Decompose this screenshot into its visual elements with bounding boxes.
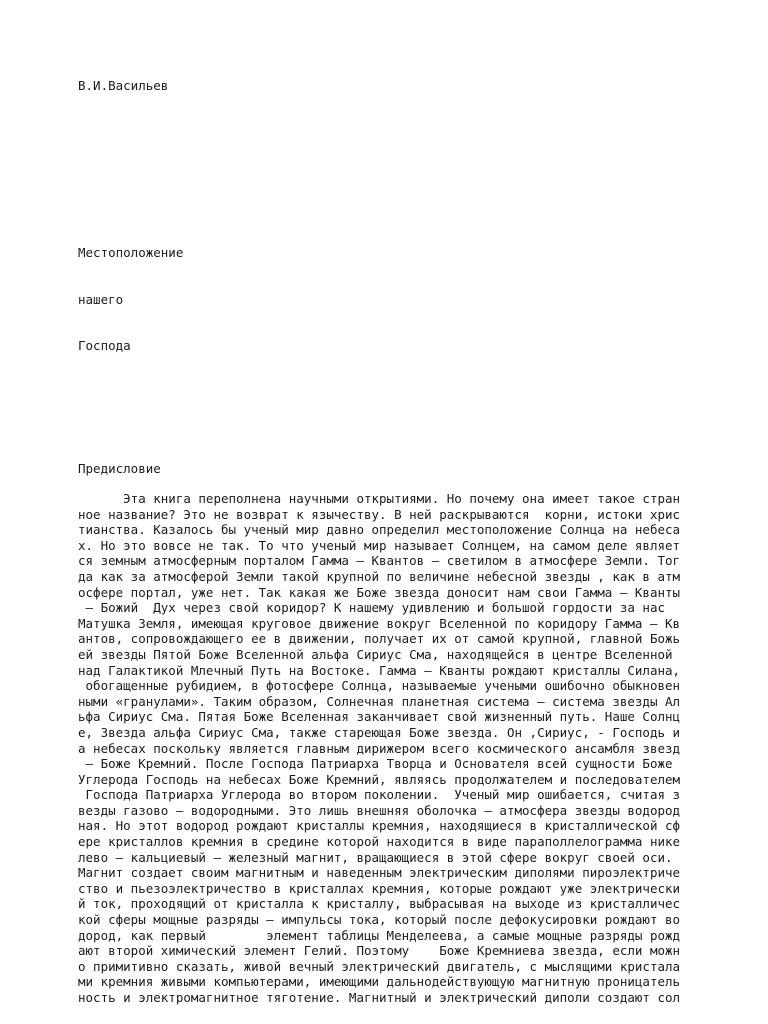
body-line: тианства. Казалось бы ученый мир давно определил местоположение Солнца на небеса — [78, 522, 681, 538]
body-line: ьфа Сириус Сма. Пятая Боже Вселенная заканчивает свой жизненный путь. Наше Солнц — [78, 709, 681, 725]
body-line: – Божий Дух через свой коридор? К нашему удивлению и большой гордости за нас — [78, 600, 665, 616]
body-line: да как за атмосферой Земли такой крупной по величине небесной звезды , как в атм — [78, 568, 681, 584]
body-line: ми кремния живыми компьютерами, имеющими дальнодействующую магнитную проницатель — [78, 974, 681, 990]
body-line: антов, сопровождающего ее в движении, получает их от самой крупной, главной Божь — [78, 631, 681, 647]
body-line: везды газово – водородными. Это лишь внешняя оболочка – атмосфера звезды водород — [78, 802, 681, 818]
body-line: й ток, проходящий от кристалла к кристаллу, выбрасывая на выходе из кристалличес — [78, 896, 681, 912]
body-line: обогащенные рубидием, в фотосфере Солнца, называемые учеными ошибочно обыкновен — [78, 678, 681, 694]
section-heading: Предисловие — [78, 461, 161, 476]
body-line: Матушка Земля, имеющая круговое движение вокруг Вселенной по коридору Гамма – Кв — [78, 615, 681, 631]
body-line: а небесах поскольку является главным дирижером всего космического ансамбля звезд — [78, 740, 681, 756]
body-line: ность и электромагнитное тяготение. Магнитный и электрический диполи создают сол — [78, 990, 681, 1005]
body-line: ными «гранулами». Таким образом, Солнечная планетная система – система звезды Ал — [78, 693, 681, 709]
author-name: В.И.Васильев — [78, 78, 169, 93]
body-paragraph — [78, 491, 698, 1006]
body-line: ся земным атмосферным порталом Гамма – Квантов – светилом в атмосфере Земли. Тог — [78, 553, 681, 569]
title-line-3: Господа — [78, 338, 131, 353]
body-line: х. Но это вовсе не так. То что ученый мир называет Солнцем, на самом деле являет — [78, 537, 681, 553]
body-line: – Боже Кремний. После Господа Патриарха Творца и Основателя всей сущности Боже — [78, 756, 673, 772]
body-line: е, Звезда альфа Сириус Сма, также стареющая Боже звезда. Он ,Сириус, - Господь и — [78, 724, 681, 740]
title-line-2: нашего — [78, 292, 124, 307]
body-line: ная. Но этот водород рождают кристаллы кремния, находящиеся в кристаллической сф — [78, 818, 681, 834]
body-line: ство и пьезоэлектричество в кристаллах кремния, которые рождают уже электрически — [78, 880, 681, 896]
body-line: Углерода Господь на небесах Боже Кремний, являясь продолжателем и последователем — [78, 771, 681, 787]
body-line: ей звезды Пятой Боже Вселенной альфа Сириус Сма, находящейся в центре Вселенной — [78, 646, 673, 662]
body-line: Магнит создает своим магнитным и наведенным электрическим диполями пироэлектриче — [78, 865, 681, 881]
title-line-1: Местоположение — [78, 245, 184, 260]
body-line: ают второй химический элемент Гелий. Поэтому Боже Кремниева звезда, если можн — [78, 943, 681, 959]
body-line: осфере портал, уже нет. Так какая же Боже звезда доносит нам свои Гамма – Кванты — [78, 584, 681, 600]
body-line: над Галактикой Млечный Путь на Востоке. Гамма – Кванты рождают кристаллы Силана, — [78, 662, 681, 678]
body-line: Господа Патриарха Углерода во втором поколении. Ученый мир ошибается, считая з — [78, 787, 681, 803]
body-line: лево – кальциевый – железный магнит, вращающиеся в этой сфере вокруг своей оси. — [78, 849, 673, 865]
body-line: ное название? Это не возврат к язычеству. В ней раскрываются корни, истоки хрис — [78, 506, 681, 522]
body-line: кой сферы мощные разряды – импульсы тока, который после дефокусировки рождают во — [78, 912, 681, 928]
body-line: Эта книга переполнена научными открытиями. Но почему она имеет такое стран — [78, 491, 681, 506]
body-line: дород, как первый элемент таблицы Менделеева, а самые мощные разряды рожд — [78, 927, 681, 943]
body-line: ере кристаллов кремния в средине которой находится в виде параполлелограмма нике — [78, 834, 681, 850]
body-line: о примитивно сказать, живой вечный электрический двигатель, с мыслящими кристала — [78, 958, 681, 974]
